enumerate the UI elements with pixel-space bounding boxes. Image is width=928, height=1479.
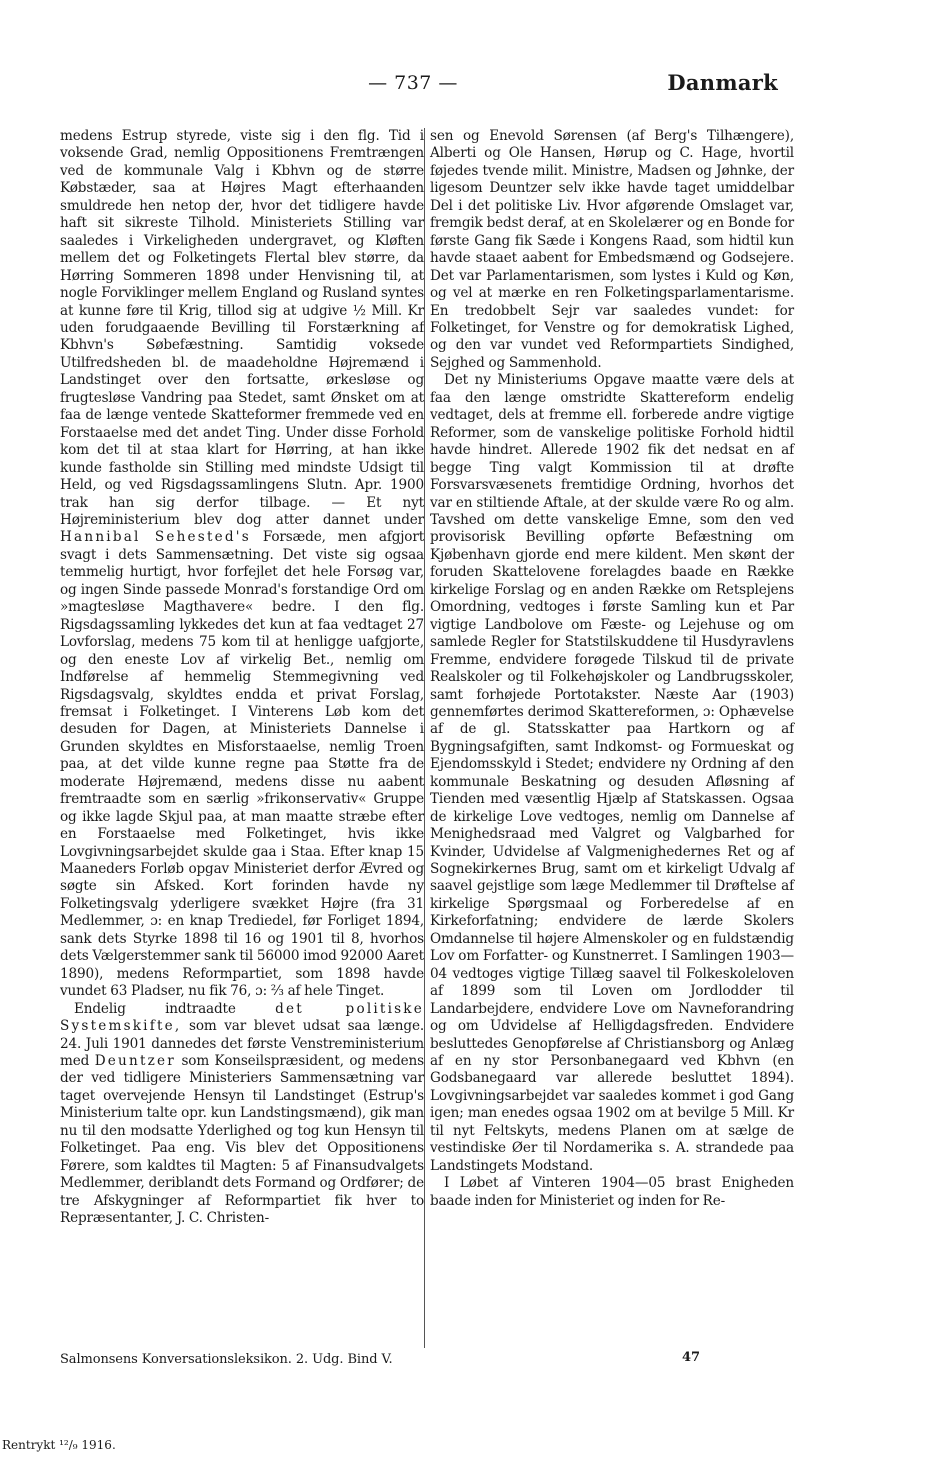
paragraph-text: Forsæde, men afgjort svagt i dets Sammensætning. Det viste sig ogsaa temmelig hurtigt, hvor forfejlet det hele Forsøg var, og ingen Sinde passede Monrad's forstandige Ord om »magtesløse Magthavere« bedre. I den flg. Rigsdagssamling lykkedes det kun at faa vedtaget 27 Lovforslag, medens 75 kom til at henligge uafgjorte, og den eneste Lov af virkelig Bet., nemlig om Indførelse af hemmelig Stemmegivning ved Rigsdagsvalg, skyldtes endda et privat Forslag, fremsat i Folketinget. I Vinterens Løb kom det desuden for Dagen, at Ministeriets Dannelse i Grunden skyldtes en Misforstaaelse, nemlig Troen paa, at det vilde kunne regne paa Støtte fra de moderate Højremænd, medens disse nu aabent fremtraadte som en særlig »frikonservativ« Gruppe og ikke lagde Skjul paa, at man maatte stræbe efter en Forstaaelse med Folketinget, hvis ikke Lovgivningsarbejdet skulde gaa i Staa. Efter knap 15 Maaneders Forløb opgav Ministeriet derfor Ævred og søgte sin Afsked. Kort forinden havde ny Folketingsvalg yderligere svækket Højre (fra 31 Medlemmer, ɔ: en knap Trediedel, før Forliget 1894, sank dets Styrke 1898 til 16 og 1901 til 8, hvorhos dets Vælgerstemmer sank til 56000 imod 92000 Aaret 1890), medens Reformpartiet, som 1898 havde vundet 63 Pladser, nu fik 76, ɔ: ⅔ af hele Tinget. (60, 529, 425, 1000)
paragraph: Det ny Ministeriums Opgave maatte være dels at faa den længe omstridte Skattereform endelig vedtaget, dels at fremme ell. forberede andre vigtige Reformer, som de vanskelige politiske Forhold hidtil havde hindret. Allerede 1902 fik det nedsat en af begge Ting valgt Kommission til at drøfte Forsvarsvæsenets fremtidige Ordning, hvorhos det var en stiltiende Aftale, at der skulde være Ro og alm. Tavshed om dette vanskelige Emne, som den ved provisorisk Bevilling opførte Befæstning om Kjøbenhavn gjorde end mere kildent. Men skønt der foruden Skattelovene forelagdes baade en Række kirkelige Forslag og en anden Række om Retsplejens Omordning, vedtoges i første Samling kun et Par vigtige Landbolove om Fæste- og Lejehuse og om samlede Regler for Statstilskuddene til Husdyravlens Fremme, endvidere forøgede Tilskud til de private Realskoler og til Folkehøjskoler og Landbrugsskoler, samt forhøjede Portotakster. Næste Aar (1903) gennemførtes derimod Skattereformen, ɔ: Ophævelse af de gl. Statsskatter paa Hartkorn og af Bygningsafgiften, samt Indkomst- og Formueskat og Ejendomsskyld i Stedet; endvidere ny Ordning af den kommunale Beskatning og desuden Afløsning af Tienden med væsentlig Hjælp af Statskassen. Ogsaa de kirkelige Love vedtoges, nemlig om Dannelse af Menighedsraad med Valgret og Valgbarhed for Kvinder, Udvidelse af Valgmenighedernes Ret og af Sognekirkernes Brug, samt om et kirkeligt Udvalg af saavel gejstlige som læge Medlemmer til Drøftelse af kirkelige Spørgsmaal og Forberedelse af en Kirkeforfatning; endvidere de lærde Skolers Omdannelse til højere Almenskoler og en fuldstændig Lov om Forfatter- og Kunstnerret. I Samlingen 1903—04 vedtoges vigtige Tillæg saavel til Folkeskoleloven af 1899 som til Loven om Jordlodder til Landarbejdere, endvidere Love om Navneforandring og om Udvidelse af Helligdagsfreden. Endvidere besluttedes Genopførelse af Christiansborg og Anlæg af en ny stor Personbanegaard ved Kbhvn (en Godsbanegaard var allerede besluttet 1894). Lovgivningsarbejdet var saaledes kommet i god Gang igen; man enedes ogsaa 1902 om at bevilge 5 Mill. Kr til nyt Feltskyts, medens Planen om at sælge de vestindiske Øer til Nordamerika s. A. strandede paa Landstingets Modstand. (430, 372, 794, 1174)
page-number: — 737 — (368, 72, 458, 94)
column-divider (424, 128, 425, 1348)
paragraph-text: som var blevet udsat saa længe. 24. Juli 1901 dannedes det første Venstreministerium med (60, 1018, 425, 1070)
right-column (430, 128, 794, 1210)
paragraph: sen og Enevold Sørensen (af Berg's Tilhængere), Alberti og Ole Hansen, Hørup og C. Hage, hvortil føjedes tvende milit. Ministre, Madsen og Jøhnke, der ligesom Deuntzer selv ikke havde taget umiddelbar Del i det politiske Liv. Hvor afgørende Omslaget var, fremgik bedst deraf, at en Skolelærer og en Bonde for første Gang fik Sæde i Kongens Raad, som hidtil kun havde staaet aabent for Embedsmænd og Godsejere. Det var Parlamentarismen, som lystes i Kuld og Køn, og vel at mærke en ren Folketingsparlamentarisme. En tredobbelt Sejr var saaledes vundet: for Folketinget, for Venstre og for demokratisk Lighed, og den var vundet ved Reformpartiets Sindighed, Sejghed og Sammenhold. (430, 128, 794, 371)
paragraph (60, 128, 424, 1001)
sheet-number: 47 (682, 1350, 701, 1365)
spaced-name: Deuntzer (94, 1053, 176, 1070)
paragraph: I Løbet af Vinteren 1904—05 brast Enigheden baade inden for Ministeriet og inden for Re- (430, 1175, 794, 1209)
section-title: Danmark (667, 70, 778, 95)
paragraph (60, 1001, 424, 1228)
paragraph-text: medens Estrup styrede, viste sig i den flg. Tid i voksende Grad, nemlig Oppositionens Fremtrængen ved de kommunale Valg i Kbhvn og de større Købstæder, saa at Højres Magt efterhaanden smuldrede hen netop der, hvor det tidligere havde haft sit sikreste Tilhold. Ministeriets Stilling var saaledes i Virkeligheden undergravet, og Kløften mellem det og Folketingets Flertal blev større, da Hørring Sommeren 1898 under Henvisning til, at nogle Forviklinger mellem England og Rusland syntes at kunne føre til Krig, tillod sig at udgive ½ Mill. Kr uden forudgaaende Bevilling til Forstærkning af Kbhvn's Søbefæstning. Samtidig voksede Utilfredsheden bl. de maadeholdne Højremænd i Landstinget over den fortsatte, ørkesløse og frugtesløse Vandring paa Stedet, samt Ønsket om at faa de længe ventede Skatteformer fremmede ved en Forstaaelse med det andet Ting. Under disse Forhold kom det til at staa klart for Hørring, at han ikke kunde fastholde sin Stilling med mindste Udsigt til Held, og ved Rigsdagssamlingens Slutn. Apr. 1900 trak han sig derfor tilbage. — Et nyt Højreministerium blev dog atter dannet under (60, 128, 424, 528)
left-column (60, 128, 424, 1228)
spaced-name: Hannibal Sehested's (60, 529, 251, 546)
paragraph-text: Endelig indtraadte (74, 1000, 236, 1017)
paragraph-text: som Konseilspræsident, og medens der ved tidligere Ministeriers Sammensætning var taget overvejende Hensyn til Landstinget (Estrup's Ministerium talte opr. kun Landstingsmænd), gik man nu til den modsatte Yderlighed og tog kun Hensyn til Folketinget. Paa eng. Vis blev det Oppositionens Førere, som kaldtes til Magten: 5 af Finansudvalgets Medlemmer, deriblandt dets Formand og Ordfører; de tre Afskygninger af Reformpartiet fik hver to Repræsentanter, J. C. Christen- (60, 1053, 424, 1227)
spaced-term: det politiske Systemskifte, (60, 1000, 424, 1035)
footer-source: Salmonsens Konversationsleksikon. 2. Udg. Bind V. (60, 1352, 393, 1367)
print-note: Rentrykt ¹²/₉ 1916. (2, 1438, 116, 1452)
